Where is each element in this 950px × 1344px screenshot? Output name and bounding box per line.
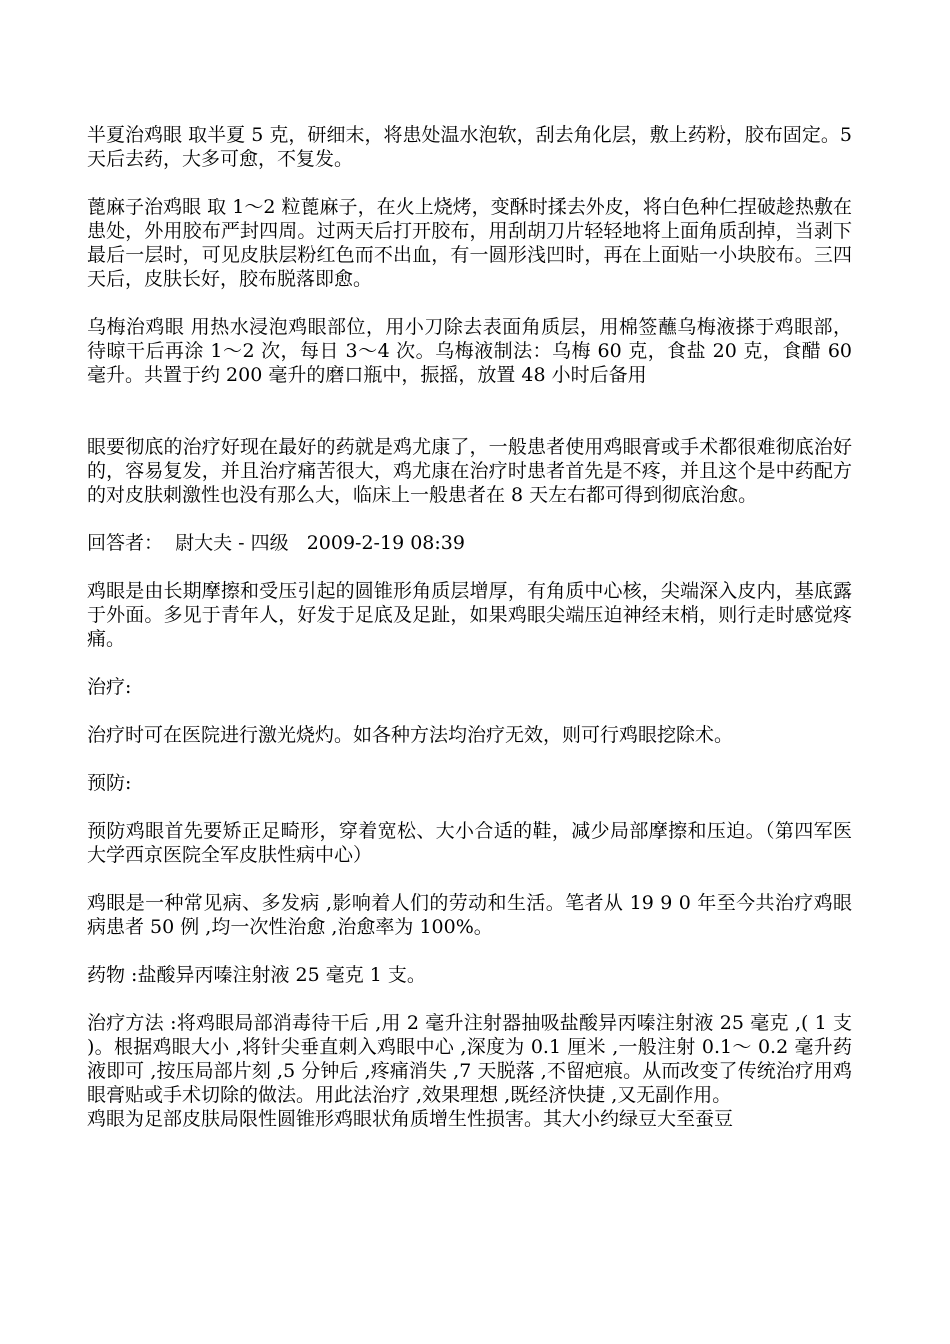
paragraph-case-study: 鸡眼是一种常见病、多发病 ,影响着人们的劳动和生活。笔者从 19 9 0 年至今共治疗鸡眼病患者 50 例 ,均一次性治愈 ,治愈率为 100%。 [87, 892, 852, 938]
paragraph-treatment-method: 治疗方法 :将鸡眼局部消毒待干后 ,用 2 毫升注射器抽吸盐酸异丙嗪注射液 25 毫克 ,( 1 支 )。根据鸡眼大小 ,将针尖垂直刺入鸡眼中心 ,深度为 0.1 厘米 ,一般注射 0.1～ 0.2 毫升药液即可 ,按压局部片刻 ,5 分钟后 ,疼痛消失 ,7 天脱落 ,不留疤痕。从而改变了传统治疗用鸡眼膏贴或手术切除的做法。用此法治疗 ,效果理想 ,既经济快捷 ,又无副作用。 [87, 1012, 852, 1106]
paragraph-banxia-remedy: 半夏治鸡眼 取半夏 5 克，研细末，将患处温水泡软，刮去角化层，敷上药粉，胶布固定。5 天后去药，大多可愈，不复发。 [87, 124, 852, 170]
answerer-info: 回答者： 尉大夫 - 四级 2009-2-19 08:39 [87, 532, 465, 554]
paragraph-treatment: 治疗时可在医院进行激光烧灼。如各种方法均治疗无效，则可行鸡眼挖除术。 [87, 724, 734, 746]
heading-treatment: 治疗: [87, 676, 132, 698]
paragraph-corn-description: 鸡眼为足部皮肤局限性圆锥形鸡眼状角质增生性损害。其大小约绿豆大至蚕豆 [87, 1108, 734, 1130]
blank-line [87, 411, 852, 435]
paragraph-mume-remedy: 乌梅治鸡眼 用热水浸泡鸡眼部位，用小刀除去表面角质层，用棉签蘸乌梅液搽于鸡眼部，待晾干后再涂 1～2 次，每日 3～4 次。乌梅液制法：乌梅 60 克，食盐 20 克，食醋 60 毫升。共置于约 200 毫升的磨口瓶中，振摇，放置 48 小时后备用 [87, 316, 852, 386]
paragraph-corn-definition: 鸡眼是由长期摩擦和受压引起的圆锥形角质层增厚，有角质中心核，尖端深入皮内，基底露于外面。多见于青年人，好发于足底及足趾，如果鸡眼尖端压迫神经末梢，则行走时感觉疼痛。 [87, 580, 852, 650]
paragraph-castor-bean-remedy: 蓖麻子治鸡眼 取 1～2 粒蓖麻子，在火上烧烤，变酥时揉去外皮，将白色种仁捏破趁热敷在患处，外用胶布严封四周。过两天后打开胶布，用刮胡刀片轻轻地将上面角质刮掉，当剥下最后一层时，可见皮肤层粉红色而不出血，有一圆形浅凹时，再在上面贴一小块胶布。三四天后，皮肤长好，胶布脱落即愈。 [87, 196, 852, 290]
paragraph-jiyoukang: 眼要彻底的治疗好现在最好的药就是鸡尤康了，一般患者使用鸡眼膏或手术都很难彻底治好的，容易复发，并且治疗痛苦很大，鸡尤康在治疗时患者首先是不疼，并且这个是中药配方的对皮肤刺激性也没有那么大，临床上一般患者在 8 天左右都可得到彻底治愈。 [87, 436, 852, 506]
paragraph-medication: 药物 :盐酸异丙嗪注射液 25 毫克 1 支。 [87, 964, 426, 986]
heading-prevention: 预防: [87, 772, 132, 794]
paragraph-prevention: 预防鸡眼首先要矫正足畸形，穿着宽松、大小合适的鞋，减少局部摩擦和压迫。（第四军医大学西京医院全军皮肤性病中心） [87, 820, 852, 866]
document-page [87, 123, 852, 1131]
